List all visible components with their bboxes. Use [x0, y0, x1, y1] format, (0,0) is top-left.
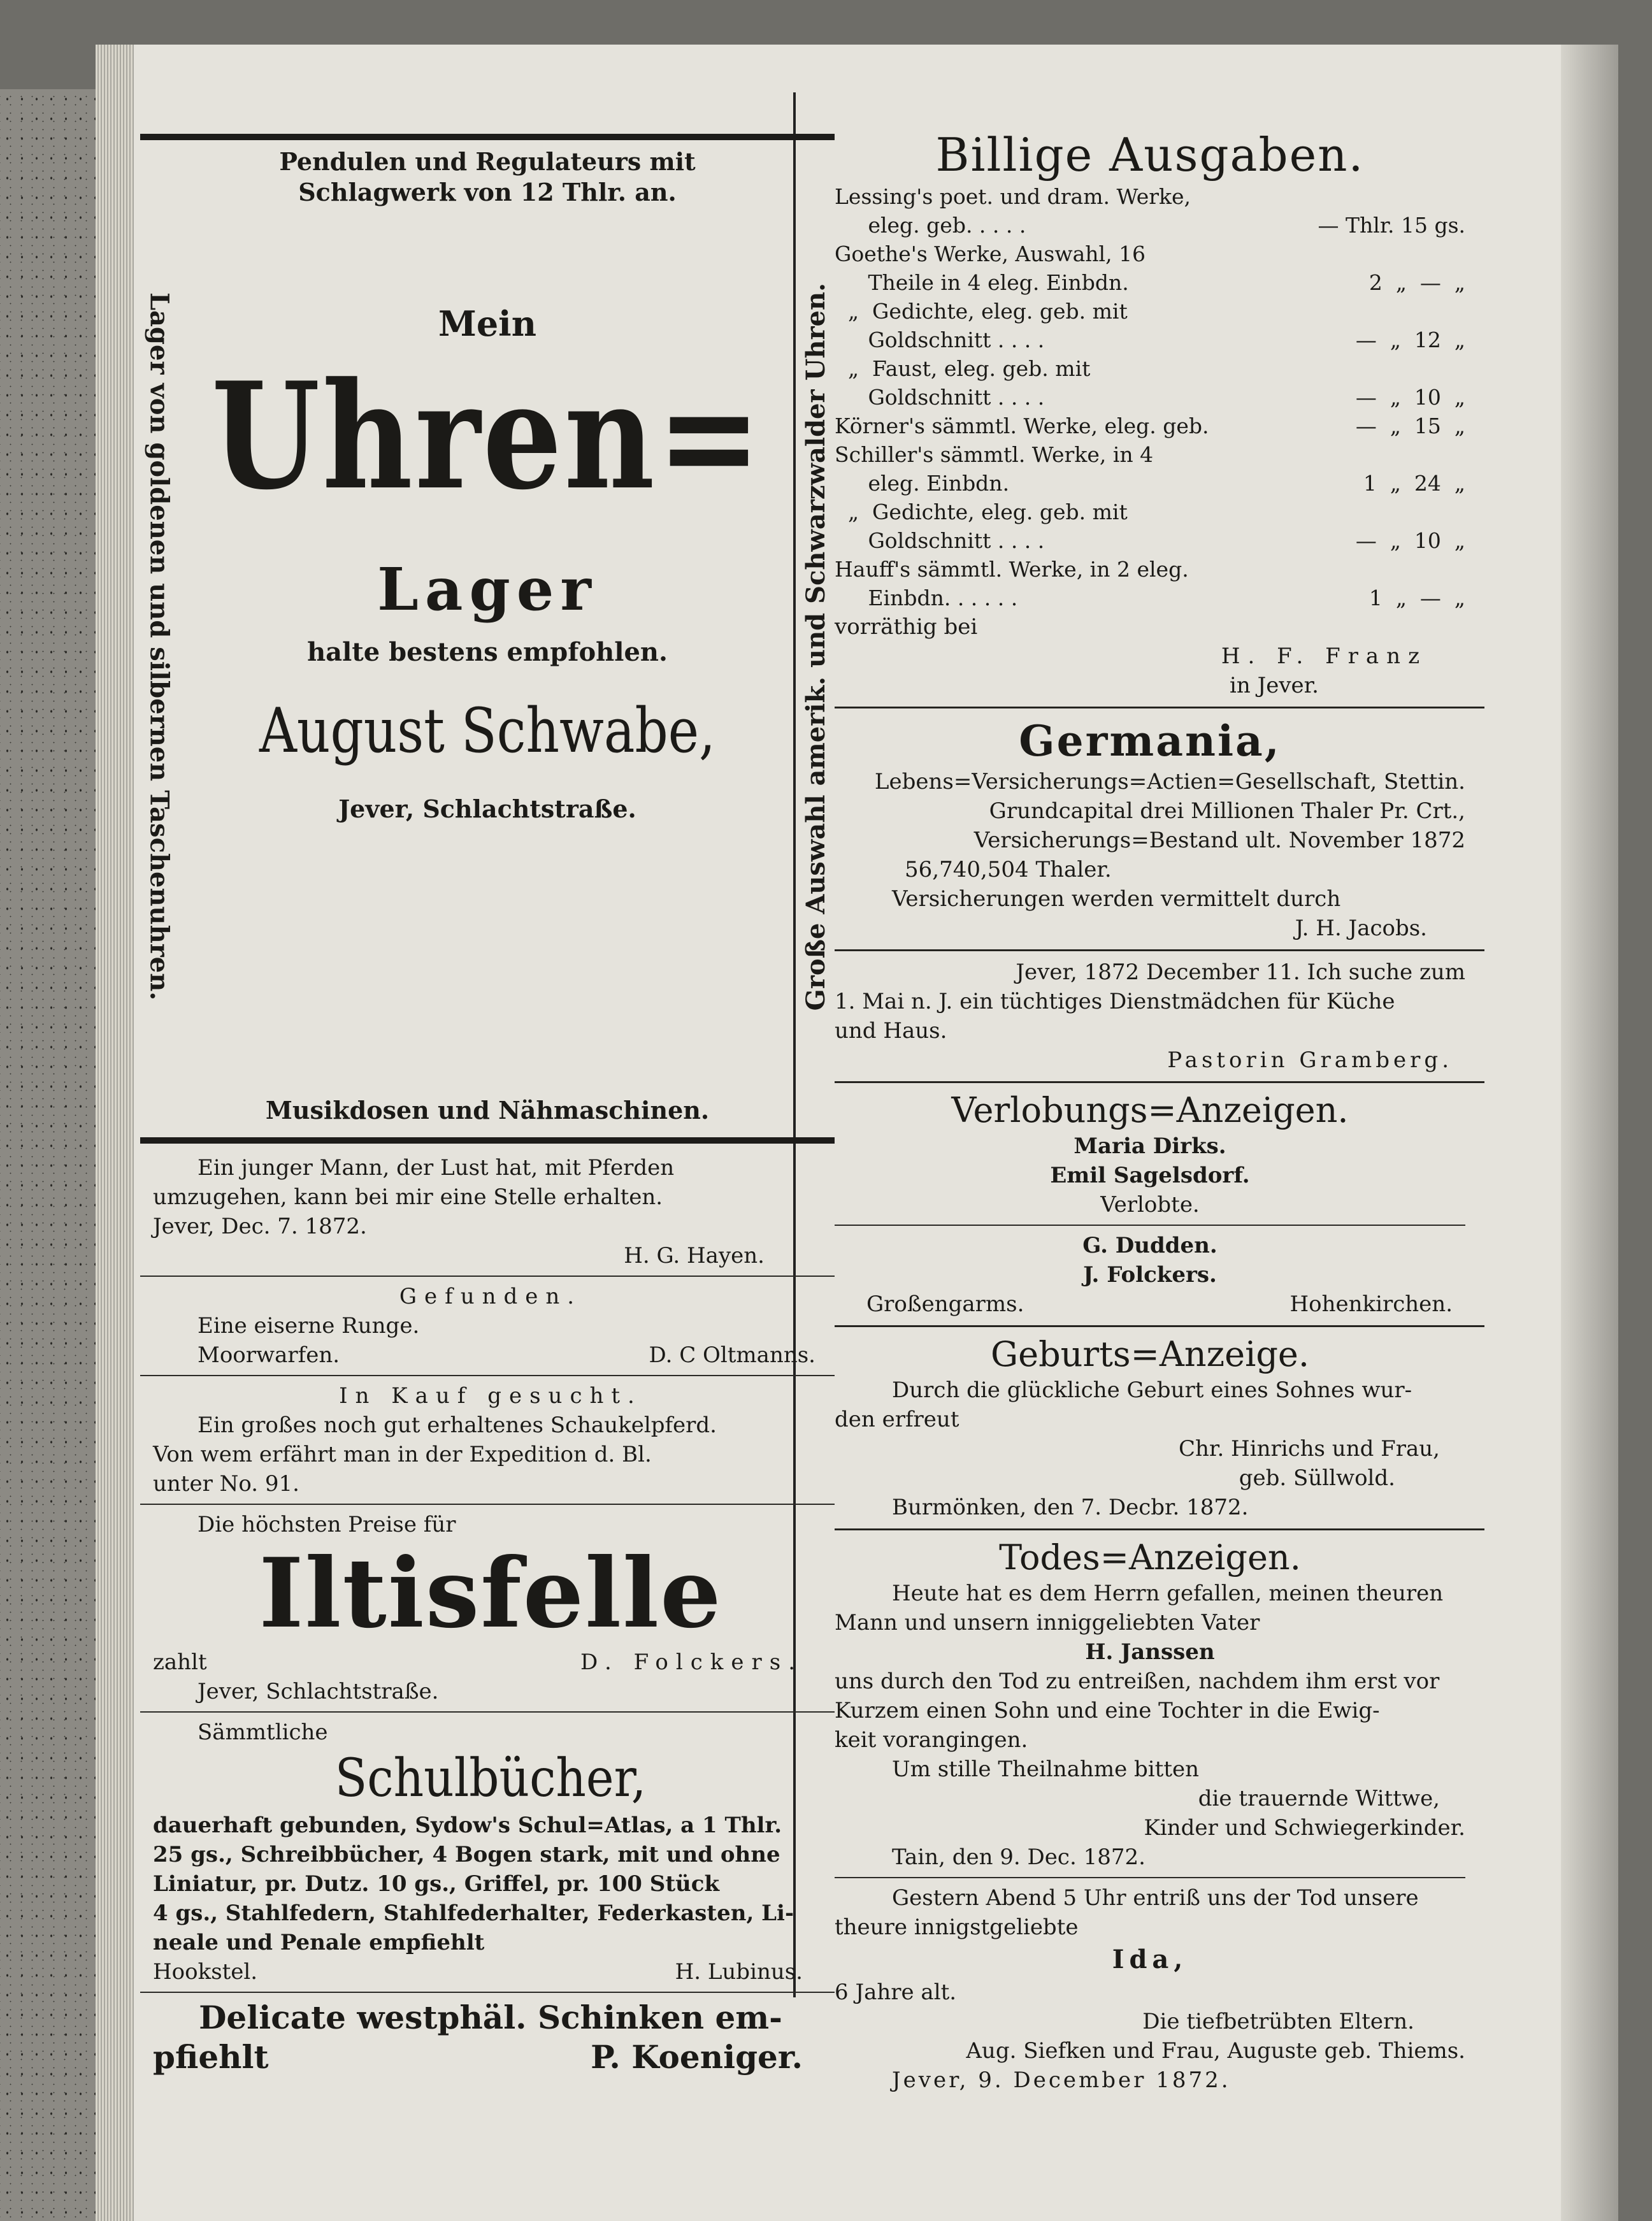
pferde-ad: [140, 1144, 835, 1270]
billige-row: [835, 354, 1465, 383]
todes-l2: Mann und unsern inniggeliebten Vater: [835, 1610, 1260, 1635]
verlobung-v: Verlobte.: [1100, 1192, 1200, 1218]
uhren-headline: Uhren=: [211, 350, 764, 522]
schul-footer: [153, 1957, 828, 1987]
billige-row-text: Goldschnitt . . . .: [835, 528, 1045, 553]
todes-m3: 6 Jahre alt.: [835, 1980, 957, 2005]
uhren-side-left-text: Lager von goldenen und silbernen Taschenuhren.: [144, 292, 175, 1001]
schul-l4: 4 gs., Stahlfedern, Stahlfederhalter, Federkasten, Li-: [153, 1901, 794, 1926]
schinken-l2a: pfiehlt: [153, 2038, 269, 2076]
germania-l1: Lebens=Versicherungs=Actien=Gesellschaft, Stettin.: [874, 769, 1465, 794]
verlobung-places: [835, 1290, 1465, 1319]
uhren-empfohlen: halte bestens empfohlen.: [307, 637, 668, 667]
divider: [835, 1325, 1484, 1327]
verlobung-n2: Emil Sagelsdorf.: [1050, 1163, 1250, 1188]
todes-ida: Ida,: [1112, 1944, 1188, 1974]
billige-row-text: eleg. geb. . . . .: [835, 213, 1026, 238]
uhren-top-line1: Pendulen und Regulateurs mit: [279, 147, 696, 176]
todes-m2: theure innigstgeliebte: [835, 1915, 1079, 1940]
todes-m6: Jever, 9. December 1872.: [892, 2067, 1231, 2093]
billige-row: [835, 498, 1465, 526]
divider: [835, 707, 1484, 708]
billige-row: [835, 526, 1465, 555]
billige-table: [835, 182, 1465, 612]
billige-row-text: Goldschnitt . . . .: [835, 385, 1045, 410]
billige-vorr: vorräthig bei: [835, 614, 978, 640]
todes-l3: uns durch den Tod zu entreißen, nachdem ihm erst vor: [835, 1669, 1440, 1694]
billige-row: [835, 584, 1465, 612]
billige-row-text: Lessing's poet. und dram. Werke,: [835, 184, 1191, 209]
gefunden-footer: [153, 1341, 828, 1370]
billige-row-amount: 1 „ 24 „: [1363, 471, 1465, 496]
billige-row: [835, 440, 1465, 469]
uhren-bottom: Musikdosen und Nähmaschinen.: [265, 1096, 710, 1125]
divider: [140, 1504, 835, 1505]
schul-l3: Liniatur, pr. Dutz. 10 gs., Griffel, pr. 100 Stück: [153, 1871, 720, 1897]
iltis-sign: D. Folckers.: [580, 1650, 803, 1675]
divider: [835, 1528, 1484, 1530]
uhren-lager: Lager: [377, 555, 598, 624]
schul-l2: 25 gs., Schreibbücher, 4 Bogen stark, mit und ohne: [153, 1842, 780, 1867]
billige-row-text: Schiller's sämmtl. Werke, in 4: [835, 442, 1154, 467]
dienst-l1: Jever, 1872 December 11. Ich suche zum: [1016, 960, 1465, 985]
todes-date: Tain, den 9. Dec. 1872.: [892, 1844, 1146, 1870]
billige-row-amount: 2 „ — „: [1368, 270, 1465, 295]
germania-title: Germania,: [1019, 716, 1281, 766]
todes-m4: Die tiefbetrübten Eltern.: [1142, 2009, 1414, 2034]
billige-row-text: Einbdn. . . . . .: [835, 586, 1018, 610]
germania-sign: J. H. Jacobs.: [1295, 916, 1427, 941]
billige-row-amount: 1 „ — „: [1368, 586, 1465, 610]
kauf-line1: Ein großes noch gut erhaltenes Schaukelpferd.: [198, 1412, 717, 1438]
todes-l1: Heute hat es dem Herrn gefallen, meinen theuren: [892, 1581, 1444, 1606]
billige-row-text: „ Faust, eleg. geb. mit: [835, 356, 1091, 381]
verlobung-n3: G. Dudden.: [1082, 1233, 1217, 1258]
billige-row-amount: — „ 15 „: [1355, 413, 1465, 438]
pferde-text1: Ein junger Mann, der Lust hat, mit Pferden: [198, 1155, 675, 1181]
kauf-ad: [140, 1381, 835, 1499]
kauf-title: In Kauf gesucht.: [339, 1383, 642, 1409]
germania-l3: Versicherungs=Bestand ult. November 1872: [973, 828, 1465, 853]
dienst-l3: und Haus.: [835, 1018, 947, 1044]
iltis-zahlt: zahlt: [153, 1650, 207, 1675]
schul-headline: Schulbücher,: [334, 1748, 647, 1809]
uhren-top-line2: Schlagwerk von 12 Thlr. an.: [298, 178, 677, 206]
billige-sign: H. F. Franz: [1221, 643, 1427, 669]
uhren-mein: Mein: [438, 303, 536, 344]
todes-l6: Um stille Theilnahme bitten: [892, 1757, 1200, 1782]
divider: [140, 1375, 835, 1376]
todes-m5: Aug. Siefken und Frau, Auguste geb. Thiems.: [966, 2038, 1465, 2064]
uhren-bottom-rule: [140, 1137, 835, 1144]
geburt-ad: [835, 1333, 1484, 1522]
gefunden-sign: D. C Oltmanns.: [649, 1342, 815, 1368]
iltis-pre: Die höchsten Preise für: [198, 1512, 456, 1537]
verlobung-p1: Großengarms.: [866, 1291, 1024, 1317]
uhren-side-left: [140, 223, 178, 1070]
germania-ad: [835, 715, 1484, 943]
schul-pre: Sämmtliche: [198, 1720, 328, 1745]
todes-l5: keit vorangingen.: [835, 1727, 1028, 1753]
divider: [140, 1992, 835, 1993]
verlobung-title: Verlobungs=Anzeigen.: [951, 1090, 1349, 1130]
geburt-title: Geburts=Anzeige.: [990, 1334, 1310, 1374]
uhren-side-right-text: Große Auswahl amerik. und Schwarzwalder Uhren.: [800, 282, 831, 1011]
billige-row: [835, 555, 1465, 584]
iltis-ad: [140, 1510, 835, 1706]
billige-row: [835, 182, 1465, 211]
schul-l1: dauerhaft gebunden, Sydow's Schul=Atlas, a 1 Thlr.: [153, 1813, 782, 1838]
billige-sign2: in Jever.: [1230, 673, 1319, 698]
uhren-side-right: [796, 223, 835, 1070]
right-column: [835, 92, 1484, 2095]
billige-row-text: Körner's sämmtl. Werke, eleg. geb.: [835, 413, 1209, 438]
iltis-address: Jever, Schlachtstraße.: [198, 1679, 439, 1704]
billige-row-text: Goethe's Werke, Auswahl, 16: [835, 241, 1146, 266]
geburt-sign1: Chr. Hinrichs und Frau,: [1179, 1436, 1440, 1462]
kauf-line3: unter No. 91.: [153, 1471, 299, 1497]
billige-row: [835, 297, 1465, 326]
verlobung-n1: Maria Dirks.: [1074, 1133, 1226, 1159]
pferde-date: Jever, Dec. 7. 1872.: [153, 1214, 367, 1239]
todes-l4: Kurzem einen Sohn und eine Tochter in die Ewig-: [835, 1698, 1380, 1723]
schinken-l2: [153, 2038, 828, 2077]
gefunden-ad: [140, 1282, 835, 1370]
divider: [140, 1276, 835, 1277]
billige-row-amount: — „ 12 „: [1355, 327, 1465, 352]
uhren-name: August Schwabe,: [259, 695, 715, 766]
dienst-l2: 1. Mai n. J. ein tüchtiges Dienstmädchen für Küche: [835, 989, 1395, 1014]
verlobung-ad: [835, 1089, 1484, 1319]
verlobung-p2: Hohenkirchen.: [1289, 1291, 1453, 1317]
pferde-text2: umzugehen, kann bei mir eine Stelle erhalten.: [153, 1184, 663, 1210]
billige-row-text: eleg. Einbdn.: [835, 471, 1010, 496]
geburt-l2: den erfreut: [835, 1407, 959, 1432]
geburt-l1: Durch die glückliche Geburt eines Sohnes wur-: [892, 1377, 1412, 1403]
billige-row: [835, 240, 1465, 268]
divider: [835, 1877, 1465, 1878]
billige-row: [835, 211, 1465, 240]
todes-m1: Gestern Abend 5 Uhr entriß uns der Tod unsere: [892, 1885, 1419, 1911]
divider: [835, 949, 1484, 951]
billige-row-text: Theile in 4 eleg. Einbdn.: [835, 270, 1129, 295]
billige-row-amount: — „ 10 „: [1355, 528, 1465, 553]
left-column: [140, 92, 835, 2077]
dienst-sign: Pastorin Gramberg.: [1167, 1047, 1453, 1073]
schul-place: Hookstel.: [153, 1959, 258, 1985]
dienst-ad: [835, 958, 1484, 1075]
billige-row-amount: — „ 10 „: [1355, 385, 1465, 410]
billige-row-text: Goldschnitt . . . .: [835, 327, 1045, 352]
geburt-date: Burmönken, den 7. Decbr. 1872.: [892, 1495, 1249, 1520]
todes-l7: die trauernde Wittwe,: [1198, 1786, 1440, 1811]
billige-title: Billige Ausgaben.: [935, 128, 1365, 182]
billige-row-amount: — Thlr. 15 gs.: [1318, 213, 1465, 238]
top-rule: [140, 134, 835, 140]
billige-row: [835, 326, 1465, 354]
todes-name: H. Janssen: [1085, 1639, 1215, 1665]
gefunden-line: Eine eiserne Runge.: [198, 1313, 420, 1339]
pferde-sign: H. G. Hayen.: [624, 1243, 765, 1269]
germania-l2: Grundcapital drei Millionen Thaler Pr. Crt.,: [989, 798, 1465, 824]
germania-l4: 56,740,504 Thaler.: [905, 857, 1112, 882]
uhren-ad: [140, 147, 835, 1137]
billige-row: [835, 383, 1465, 412]
divider: [835, 1225, 1465, 1226]
schinken-sign: P. Koeniger.: [591, 2038, 803, 2076]
billige-row-text: Hauff's sämmtl. Werke, in 2 eleg.: [835, 557, 1189, 582]
divider: [835, 1081, 1484, 1083]
kauf-line2: Von wem erfährt man in der Expedition d. Bl.: [153, 1442, 652, 1467]
billige-ad: [835, 92, 1484, 700]
billige-row: [835, 268, 1465, 297]
geburt-sign2: geb. Süllwold.: [1239, 1465, 1395, 1491]
schul-l5: neale und Penale empfiehlt: [153, 1930, 485, 1955]
billige-row-text: „ Gedichte, eleg. geb. mit: [835, 500, 1128, 524]
schul-ad: [140, 1718, 835, 1987]
schul-sign: H. Lubinus.: [675, 1959, 803, 1985]
germania-l5: Versicherungen werden vermittelt durch: [892, 886, 1341, 912]
todes-l8: Kinder und Schwiegerkinder.: [1144, 1815, 1465, 1841]
uhren-address: Jever, Schlachtstraße.: [338, 794, 636, 823]
iltis-footer: [153, 1648, 828, 1677]
billige-row-text: „ Gedichte, eleg. geb. mit: [835, 299, 1128, 324]
todes-ad: [835, 1537, 1484, 2095]
billige-row: [835, 469, 1465, 498]
verlobung-n4: J. Folckers.: [1083, 1262, 1217, 1288]
schinken-ad: [140, 1998, 835, 2077]
divider: [140, 1711, 835, 1713]
gefunden-title: Gefunden.: [399, 1284, 582, 1309]
gefunden-place: Moorwarfen.: [198, 1342, 340, 1368]
schinken-l1: Delicate westphäl. Schinken em-: [199, 1999, 782, 2036]
page-gutter: [1561, 45, 1618, 2221]
billige-row: [835, 412, 1465, 440]
todes-title: Todes=Anzeigen.: [999, 1537, 1301, 1578]
iltis-headline: Iltisfelle: [259, 1537, 722, 1650]
